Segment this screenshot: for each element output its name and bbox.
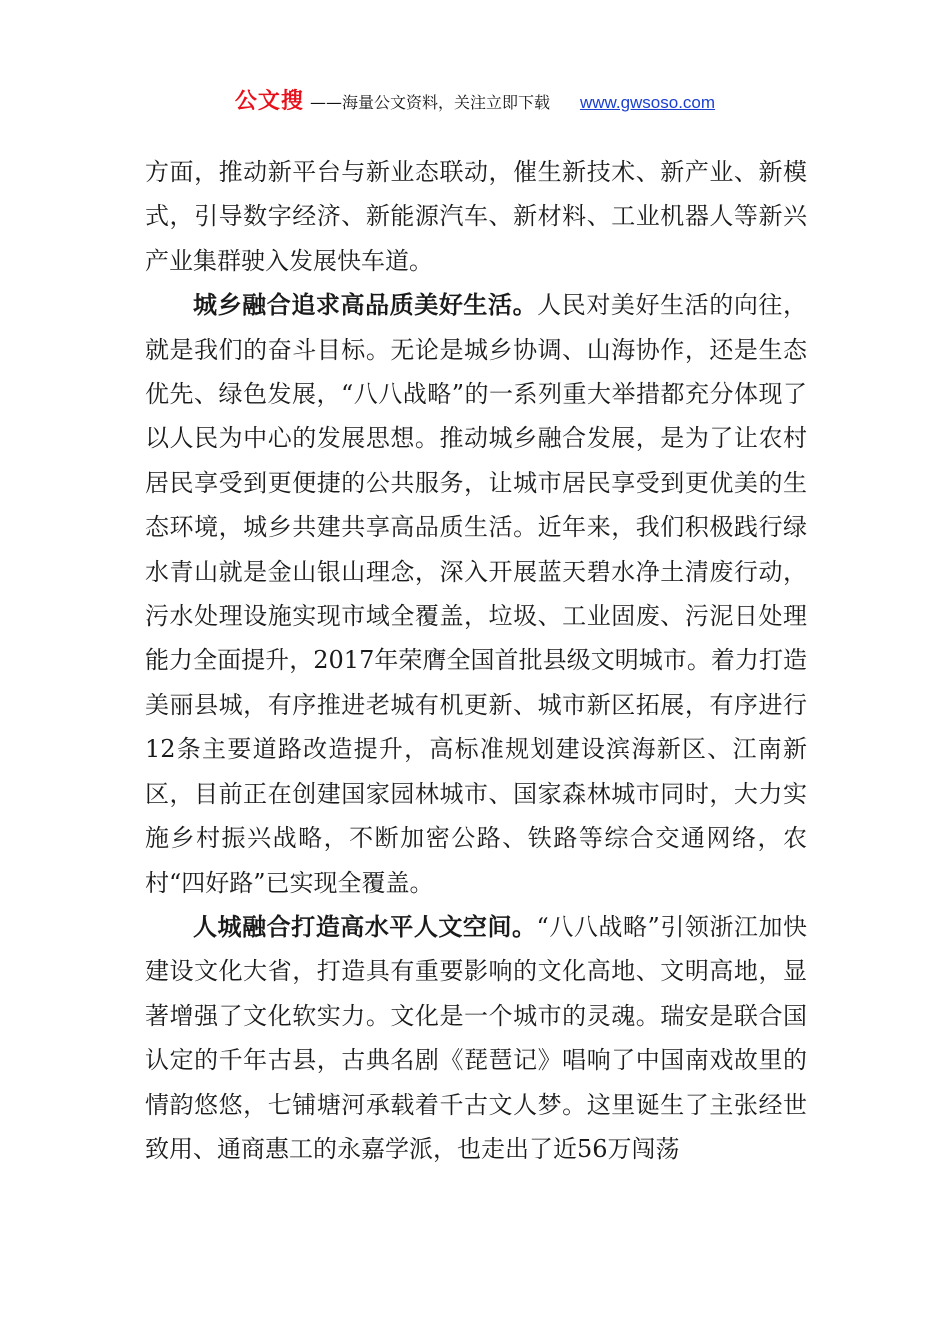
paragraph-lead: 人城融合打造高水平人文空间。 <box>193 911 537 941</box>
paragraph-lead: 城乡融合追求高品质美好生活。 <box>193 290 538 320</box>
page-header <box>0 84 950 114</box>
paragraph-people-city <box>145 905 807 1171</box>
paragraph-continuation <box>145 150 807 283</box>
paragraph-urban-rural <box>145 283 807 905</box>
paragraph-text: 方面，推动新平台与新业态联动，催生新技术、新产业、新模式，引导数字经济、新能源汽车、新材料、工业机器人等新兴产业集群驶入发展快车道。 <box>145 158 807 275</box>
site-link[interactable]: www.gwsoso.com <box>579 93 716 112</box>
paragraph-text: 人民对美好生活的向往，就是我们的奋斗目标。无论是城乡协调、山海协作，还是生态优先、绿色发展，“八八战略”的一系列重大举措都充分体现了以人民为中心的发展思想。推动城乡融合发展，是为了让农村居民享受到更便捷的公共服务，让城市居民享受到更优美的生态环境，城乡共建共享高品质生活。近年来，我们积极践行绿水青山就是金山银山理念，深入开展蓝天碧水净土清废行动，污水处理设施实现市域全覆盖，垃圾、工业固废、污泥日处理能力全面提升，2017年荣膺全国首批县级文明城市。着力打造美丽县城，有序推进老城有机更新、城市新区拓展，有序进行12条主要道路改造提升，高标准规划建设滨海新区、江南新区，目前正在创建国家园林城市、国家森林城市同时，大力实施乡村振兴战略，不断加密公路、铁路等综合交通网络，农村“四好路”已实现全覆盖。 <box>145 291 808 897</box>
brand-logo-text: 公文搜 <box>234 89 304 114</box>
document-body <box>145 150 807 1171</box>
header-tagline: ——海量公文资料，关注立即下载 <box>309 93 550 112</box>
paragraph-text: “八八战略”引领浙江加快建设文化大省，打造具有重要影响的文化高地、文明高地，显著增强了文化软实力。文化是一个城市的灵魂。瑞安是联合国认定的千年古县，古典名剧《琵琶记》唱响了中国南戏故里的情韵悠悠，七铺塘河承载着千古文人梦。这里诞生了主张经世致用、通商惠工的永嘉学派，也走出了近56万闯荡 <box>145 912 808 1163</box>
